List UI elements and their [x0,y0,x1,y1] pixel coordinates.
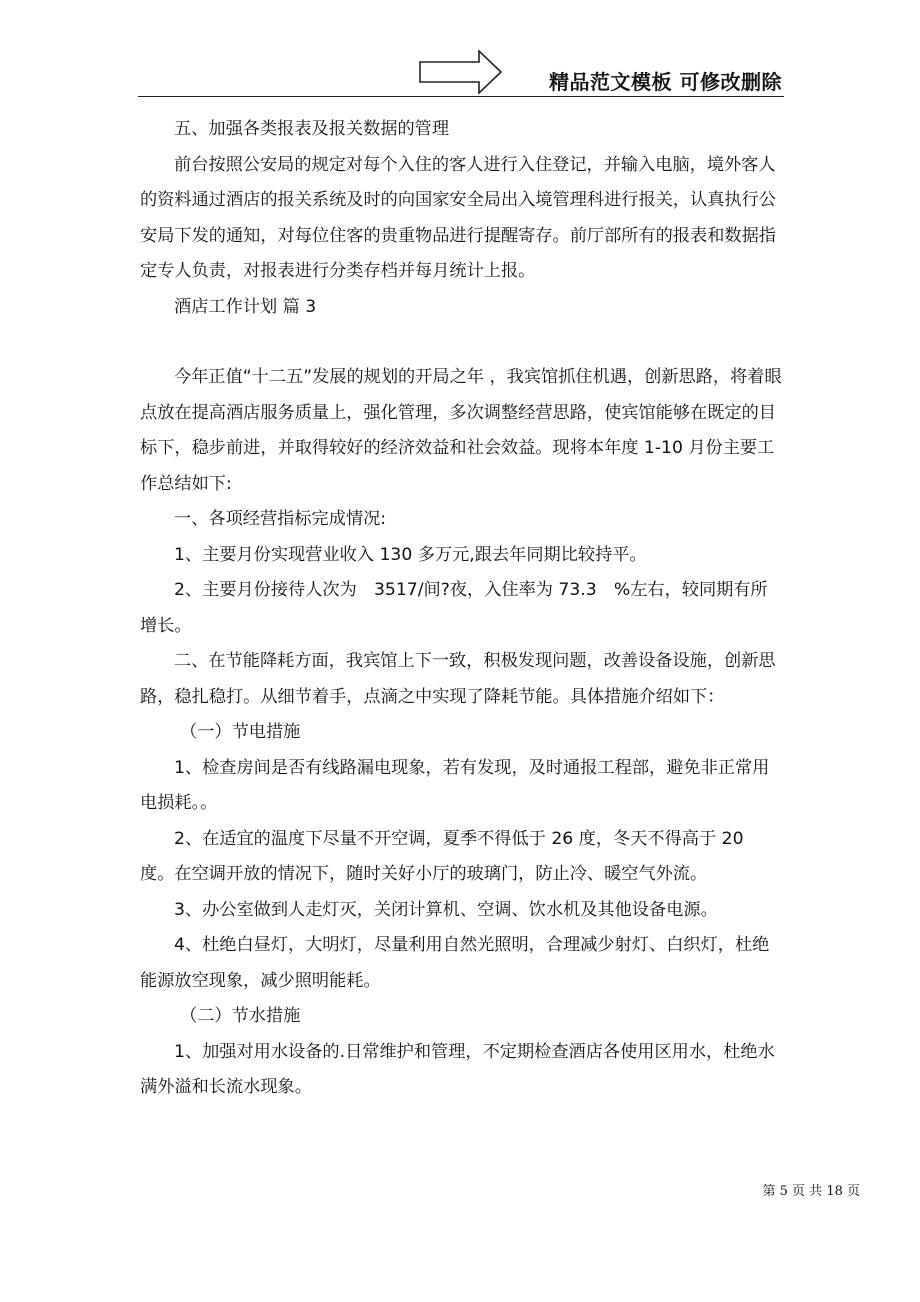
list-item-power-2: 2、在适宜的温度下尽量不开空调，夏季不得低于 26 度，冬天不得高于 20 度。在空调开放的情况下，随时关好小厅的玻璃门，防止冷、暖空气外流。 [140,828,744,884]
document-body [140,112,782,1106]
section-heading-reports: 五、加强各类报表及报关数据的管理 [174,119,450,139]
page-number: 第 5 页 共 18 页 [762,1184,860,1199]
list-item-occupancy: 2、主要月份接待人次为 3517/间?夜，入住率为 73.3 %左右，较同期有所增长。 [140,580,768,636]
list-item-power-3: 3、办公室做到人走灯灭，关闭计算机、空调、饮水机及其他设备电源。 [174,899,718,920]
section-heading-indicators: 一、各项经营指标完成情况: [174,509,387,529]
page-header [138,50,784,98]
list-item-water-1: 1、加强对用水设备的.日常维护和管理，不定期检查酒店各使用区用水，杜绝水满外溢和长流水现象。 [140,1041,775,1097]
section-title-plan-3: 酒店工作计划 篇 3 [174,296,317,317]
subsection-heading-water: （二）节水措施 [180,1006,301,1026]
list-item-revenue: 1、主要月份实现营业收入 130 多万元,跟去年同期比较持平。 [174,544,647,565]
arrow-right-icon [419,50,503,94]
list-item-power-4: 4、杜绝白昼灯，大明灯，尽量利用自然光照明，合理减少射灯、白织灯，杜绝能源放空现象，减少照明能耗。 [140,935,770,991]
header-divider [138,96,784,97]
spacer [140,325,782,360]
paragraph-front-desk: 前台按照公安局的规定对每个入住的客人进行入住登记，并输入电脑，境外客人的资料通过酒店的报关系统及时的向国家安全局出入境管理科进行报关，认真执行公安局下发的通知，对每位住客的贵重物品进行提醒寄存。前厅部所有的报表和数据指定专人负责，对报表进行分类存档并每月统计上报。 [140,154,776,281]
subsection-heading-power: （一）节电措施 [180,722,301,742]
section-heading-energy: 二、在节能降耗方面，我宾馆上下一致，积极发现问题，改善设备设施，创新思路，稳扎稳打。从细节着手，点滴之中实现了降耗节能。具体措施介绍如下： [140,651,776,707]
list-item-power-1: 1、检查房间是否有线路漏电现象，若有发现，及时通报工程部，避免非正常用电损耗。。 [140,757,770,813]
paragraph-intro: 今年正值“十二五”发展的规划的开局之年 ，我宾馆抓住机遇，创新思路，将着眼点放在提高酒店服务质量上，强化管理，多次调整经营思路，使宾馆能够在既定的目标下，稳步前进，并取得较好的经济效益和社会效益。现将本年度 1-10 月份主要工作总结如下: [140,367,782,494]
header-title: 精品范文模板 可修改删除 [549,70,782,94]
